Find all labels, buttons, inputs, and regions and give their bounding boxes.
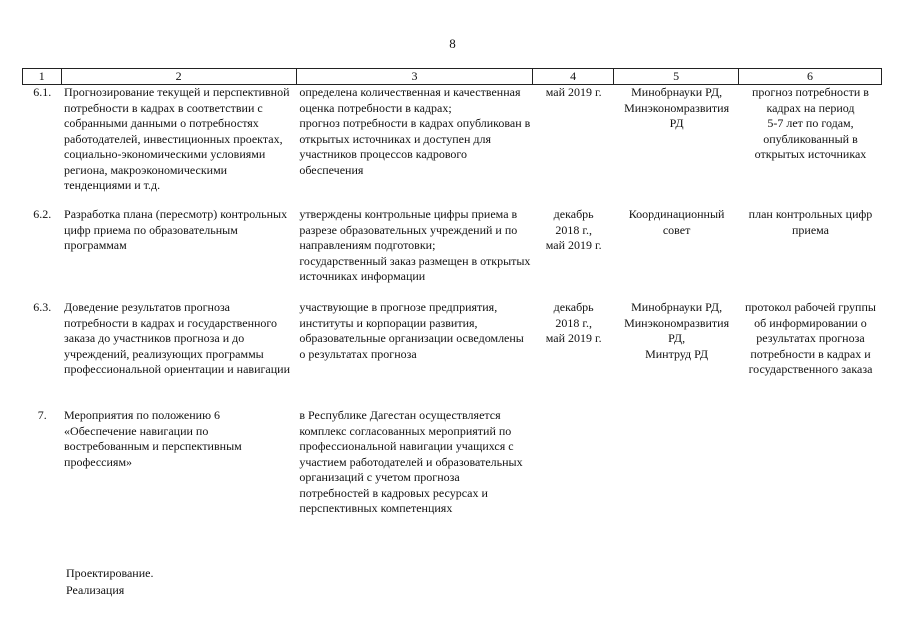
column-header: 2 <box>61 69 296 85</box>
activity-cell: Мероприятия по положению 6 «Обеспечение навигации по востребованным и перспективным профессиям» <box>64 408 242 469</box>
column-header: 4 <box>533 69 614 85</box>
column-header: 6 <box>738 69 881 85</box>
result-cell: участвующие в прогнозе предприятия, институты и корпорации развития, образовательные организации осведомлены о результатах прогноза <box>299 300 524 361</box>
footer-notes <box>66 565 153 599</box>
column-header: 1 <box>23 69 62 85</box>
deadline-cell: декабрь 2018 г., май 2019 г. <box>545 300 602 345</box>
deadline-cell <box>533 408 614 536</box>
activity-cell: Прогнозирование текущей и перспективной потребности в кадрах в соответствии с собранными данными о потребностях работодателей, инвестиционных проектах, социально-экономическими условиями региона, макроэкономическими тенденциями и т.д. <box>64 85 290 192</box>
table-row <box>23 408 882 536</box>
column-header: 5 <box>614 69 739 85</box>
item-number: 6.1. <box>33 85 52 99</box>
activity-cell: Доведение результатов прогноза потребности в кадрах и государственного заказа до участников прогноза и до учреждений, реализующих программы профессиональной ориентации и навигации <box>64 300 291 376</box>
deadline-cell: декабрь 2018 г., май 2019 г. <box>545 207 602 252</box>
page-number: 8 <box>449 36 456 51</box>
item-number: 6.3. <box>33 300 52 314</box>
document-cell: протокол рабочей группы об информировании о результатах прогноза потребности в кадрах и государственного заказа <box>744 300 876 376</box>
footer-line: Реализация <box>66 583 125 597</box>
table-row <box>23 300 882 408</box>
activity-cell: Разработка плана (пересмотр) контрольных цифр приема по образовательным программам <box>64 207 288 252</box>
responsible-cell <box>614 408 739 536</box>
responsible-cell: Минобрнауки РД, Минэкономразвития РД <box>624 85 730 130</box>
activities-table <box>22 68 882 536</box>
column-header: 3 <box>296 69 532 85</box>
item-number: 6.2. <box>33 207 52 221</box>
table-row <box>23 207 882 300</box>
table-row <box>23 85 882 208</box>
deadline-cell: май 2019 г. <box>545 85 602 99</box>
responsible-cell: Координационный совет <box>628 207 725 237</box>
table-header-row <box>23 69 882 85</box>
result-cell: определена количественная и качественная оценка потребности в кадрах; прогноз потребности в кадрах опубликован в открытых источниках и доступен для участников процессов кадрового обеспечения <box>299 85 531 177</box>
result-cell: в Республике Дагестан осуществляется комплекс согласованных мероприятий по профессиональной навигации учащихся с участием работодателей и образовательных организаций с учетом прогноза потребностей в кадровых ресурсах и перспективных компетенциях <box>299 408 523 515</box>
responsible-cell: Минобрнауки РД, Минэкономразвития РД, Минтруд РД <box>624 300 730 361</box>
document-cell: прогноз потребности в кадрах на период 5-7 лет по годам, опубликованный в открытых источниках <box>751 85 869 161</box>
document-cell: план контрольных цифр приема <box>748 207 873 237</box>
item-number: 7. <box>37 408 47 422</box>
result-cell: утверждены контрольные цифры приема в разрезе образовательных учреждений и по направлениям подготовки; государственный заказ размещен в открытых источниках информации <box>299 207 531 283</box>
document-cell <box>738 408 881 536</box>
footer-line: Проектирование. <box>66 566 154 580</box>
